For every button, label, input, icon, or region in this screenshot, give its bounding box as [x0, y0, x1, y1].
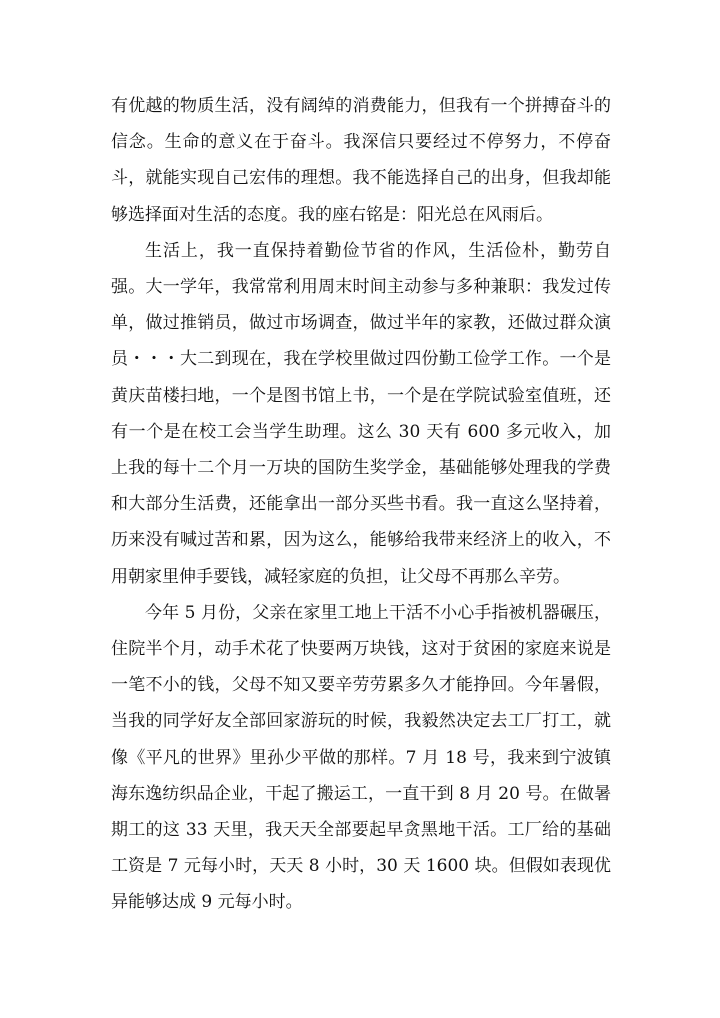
- paragraph-life: 生活上，我一直保持着勤俭节省的作风，生活俭朴，勤劳自强。大一学年，我常常利用周末时间主动参与多种兼职：我发过传单，做过推销员，做过市场调查，做过半年的家教，还做过群众演员・・・大二到现在，我在学校里做过四份勤工俭学工作。一个是黄庆苗楼扫地，一个是图书馆上书，一个是在学院试验室值班，还有一个是在校工会当学生助理。这么 30 天有 600 多元收入，加上我的每十二个月一万块的国防生奖学金，基础能够处理我的学费和大部分生活费，还能拿出一部分买些书看。我一直这么坚持着，历来没有喊过苦和累，因为这么，能够给我带来经济上的收入，不用朝家里伸手要钱，减轻家庭的负担，让父母不再那么辛劳。: [111, 240, 611, 587]
- paragraph-summer-work: 今年 5 月份，父亲在家里工地上干活不小心手指被机器碾压，住院半个月，动手术花了快要两万块钱，这对于贫困的家庭来说是一笔不小的钱，父母不知又要辛劳劳累多久才能挣回。今年暑假，当我的同学好友全部回家游玩的时候，我毅然决定去工厂打工，就像《平凡的世界》里孙少平做的那样。7 月 18 号，我来到宁波镇海东逸纺织品企业，干起了搬运工，一直干到 8 月 20 号。在做暑期工的这 33 天里，我天天全部要起早贪黑地干活。工厂给的基础工资是 7 元每小时，天天 8 小时，30 天 1600 块。但假如表现优异能够达成 9 元每小时。: [111, 602, 611, 913]
- paragraph-continuation: 有优越的物质生活，没有阔绰的消费能力，但我有一个拼搏奋斗的信念。生命的意义在于奋斗。我深信只要经过不停努力，不停奋斗，就能实现自己宏伟的理想。我不能选择自己的出身，但我却能够选择面对生活的态度。我的座右铭是：阳光总在风雨后。: [111, 96, 611, 225]
- document-body: [111, 88, 611, 921]
